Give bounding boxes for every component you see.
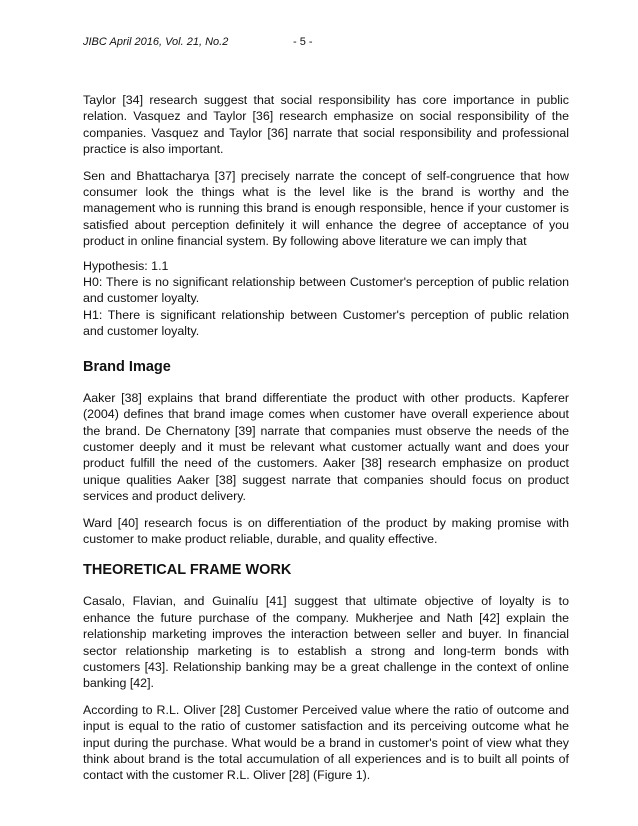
body-text — [83, 92, 569, 794]
paragraph: According to R.L. Oliver [28] Customer Perceived value where the ratio of outcome and input is equal to the ratio of customer satisfaction and its perceiving outcome what he input during the purchase. What would be a brand in customer's point of view what they think about brand is the total accumulation of all experiences and is to built all points of contact with the customer R.L. Oliver [28] (Figure 1). — [83, 702, 569, 783]
hypothesis-label: Hypothesis: 1.1 — [83, 258, 169, 273]
hypothesis-block — [83, 258, 569, 340]
paragraph: Taylor [34] research suggest that social responsibility has core importance in public relation. Vasquez and Taylor [36] research emphasize on social responsibility of the companies. Vasquez and Taylor [36] narrate that social responsibility and professional practice is also important. — [83, 93, 569, 157]
paragraph: Aaker [38] explains that brand differentiate the product with other products. Kapferer (2004) defines that brand image comes when customer have overall experience about the brand. De Chernatony [39] narrate that companies must observe the needs of the customer deeply and it must be relevant what customer actually want and does your product fulfill the need of the customers. Aaker [38] research emphasize on product unique qualities Aaker [38] suggest narrate that companies should focus on product services and product delivery. — [83, 390, 569, 504]
paragraph: Casalo, Flavian, and Guinalíu [41] suggest that ultimate objective of loyalty is to enhance the future purchase of the company. Mukherjee and Nath [42] explain the relationship marketing improves the interaction between seller and buyer. In financial sector relationship marketing is to establish a strong and long-term bonds with customers [43]. Relationship banking may be a great challenge in the context of online banking [42]. — [83, 594, 569, 691]
paragraph: Sen and Bhattacharya [37] precisely narrate the concept of self-congruence that how consumer look the things what is the level like is the brand is worthy and the management who is running this brand is enough responsible, hence if your customer is satisfied about perception definitely it will enhance the degree of acceptance of you product in online financial system. By following above literature we can imply that — [83, 168, 569, 249]
journal-citation: JIBC April 2016, Vol. 21, No.2 — [83, 36, 229, 48]
hypothesis-h1: H1: There is significant relationship between Customer's perception of public relation and customer loyalty. — [83, 307, 569, 339]
section-heading-theoretical-framework: THEORETICAL FRAME WORK — [83, 562, 292, 579]
section-heading-brand-image: Brand Image — [83, 358, 171, 375]
running-header — [83, 36, 313, 48]
page-number: - 5 - — [293, 36, 313, 48]
paragraph: Ward [40] research focus is on differentiation of the product by making promise with customer to make product reliable, durable, and quality effective. — [83, 515, 569, 546]
hypothesis-h0: H0: There is no significant relationship between Customer's perception of public relation and customer loyalty. — [83, 275, 569, 306]
